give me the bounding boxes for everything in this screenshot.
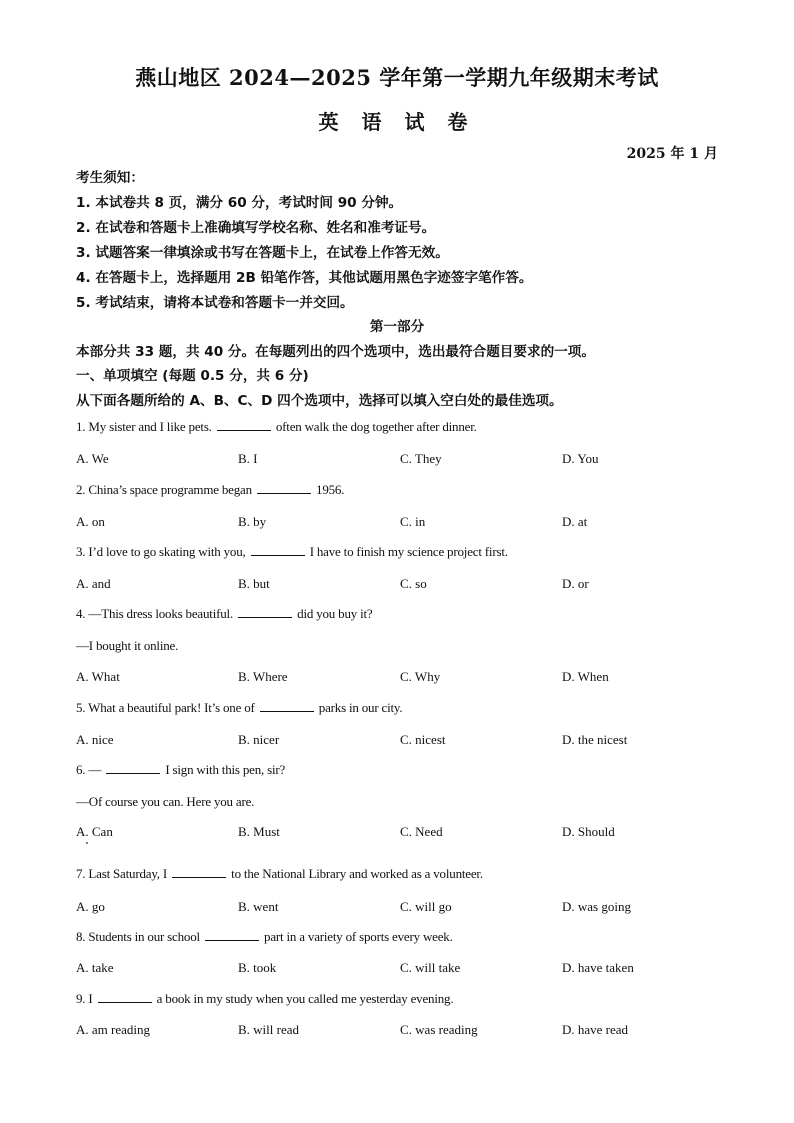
- answer-option: B. by: [238, 514, 267, 529]
- question-stem-end: I have to finish my science project first.: [309, 544, 508, 559]
- question-text: [76, 866, 483, 882]
- answer-option: B. I: [238, 451, 258, 466]
- option-row: [76, 824, 726, 842]
- answer-option: A. What: [76, 669, 120, 684]
- answer-option: C. Why: [400, 669, 441, 684]
- answer-option: D. the nicest: [562, 732, 628, 747]
- answer-option: D. You: [562, 451, 599, 466]
- question-text: [76, 700, 402, 716]
- answer-option: A. Can: [76, 824, 113, 839]
- question-text: [76, 991, 453, 1007]
- answer-option: D. was going: [562, 899, 631, 914]
- option-row: [76, 576, 726, 594]
- option-row: [76, 899, 726, 917]
- answer-option: C. will go: [400, 899, 452, 914]
- answer-option: C. was reading: [400, 1022, 478, 1037]
- stray-dot: [86, 842, 88, 844]
- note-item: 2. 在试卷和答题卡上准确填写学校名称、姓名和准考证号。: [76, 220, 436, 236]
- question-text: [76, 762, 285, 778]
- answer-option: D. Should: [562, 824, 615, 839]
- question-stem: 3. I’d love to go skating with you,: [76, 544, 246, 559]
- question-stem-end: to the National Library and worked as a volunteer.: [231, 866, 483, 881]
- answer-option: B. but: [238, 576, 270, 591]
- answer-option: B. Where: [238, 669, 288, 684]
- option-row: [76, 514, 726, 532]
- note-item: 5. 考试结束，请将本试卷和答题卡一并交回。: [76, 295, 354, 311]
- part-heading: 第一部分: [369, 319, 425, 335]
- question-text: [76, 482, 344, 498]
- answer-blank: [238, 606, 292, 618]
- question-text: [76, 606, 373, 622]
- exam-date: 2025 年 1 月: [626, 146, 718, 162]
- question-stem: 1. My sister and I like pets.: [76, 419, 212, 434]
- answer-option: C. so: [400, 576, 427, 591]
- note-item: 1. 本试卷共 8 页，满分 60 分，考试时间 90 分钟。: [76, 195, 403, 211]
- dialogue-reply: —Of course you can. Here you are.: [76, 794, 255, 809]
- notes-heading: 考生须知：: [76, 170, 144, 186]
- answer-blank: [98, 991, 152, 1003]
- question-stem-end: often walk the dog together after dinner.: [275, 419, 477, 434]
- answer-option: C. will take: [400, 960, 461, 975]
- answer-blank: [217, 419, 271, 431]
- question-stem: 5. What a beautiful park! It’s one of: [76, 700, 255, 715]
- answer-option: A. take: [76, 960, 114, 975]
- answer-option: A. go: [76, 899, 105, 914]
- answer-blank: [205, 929, 259, 941]
- question-stem-end: I sign with this pen, sir?: [165, 762, 286, 777]
- question-text: [76, 419, 477, 435]
- option-row: [76, 960, 726, 978]
- question-stem: 7. Last Saturday, I: [76, 866, 168, 881]
- question-text: [76, 544, 508, 560]
- question-stem: 8. Students in our school: [76, 929, 200, 944]
- question-stem: 2. China’s space programme began: [76, 482, 252, 497]
- answer-option: B. nicer: [238, 732, 280, 747]
- answer-option: D. at: [562, 514, 588, 529]
- answer-option: B. Must: [238, 824, 280, 839]
- answer-blank: [257, 482, 311, 494]
- answer-option: B. went: [238, 899, 279, 914]
- answer-option: D. When: [562, 669, 609, 684]
- answer-option: D. have read: [562, 1022, 629, 1037]
- subject-title: 英 语 试 卷: [318, 110, 476, 134]
- answer-blank: [172, 866, 226, 878]
- answer-blank: [251, 544, 305, 556]
- option-row: [76, 732, 726, 750]
- dialogue-reply: —I bought it online.: [76, 638, 179, 653]
- answer-option: A. We: [76, 451, 109, 466]
- section-instruction: 从下面各题所给的 A、B、C、D 四个选项中，选择可以填入空白处的最佳选项。: [76, 393, 563, 409]
- answer-option: C. Need: [400, 824, 443, 839]
- question-stem-end: 1956.: [316, 482, 345, 497]
- answer-option: A. am reading: [76, 1022, 151, 1037]
- note-item: 4. 在答题卡上，选择题用 2B 铅笔作答，其他试题用黑色字迹签字笔作答。: [76, 270, 533, 286]
- question-stem-end: part in a variety of sports every week.: [264, 929, 453, 944]
- answer-blank: [260, 700, 314, 712]
- part-intro: 本部分共 33 题，共 40 分。在每题列出的四个选项中，选出最符合题目要求的一项。: [76, 344, 595, 360]
- question-stem: 4. —This dress looks beautiful.: [76, 606, 234, 621]
- option-row: [76, 669, 726, 687]
- question-stem-end: parks in our city.: [318, 700, 403, 715]
- answer-option: C. nicest: [400, 732, 446, 747]
- answer-option: B. will read: [238, 1022, 300, 1037]
- note-item: 3. 试题答案一律填涂或书写在答题卡上，在试卷上作答无效。: [76, 245, 449, 261]
- answer-option: C. They: [400, 451, 442, 466]
- question-stem: 6. —: [76, 762, 102, 777]
- candidate-notes: [76, 166, 726, 316]
- exam-title: 燕山地区 2024—2025 学年第一学期九年级期末考试: [135, 65, 659, 90]
- option-row: [76, 1022, 726, 1040]
- question-stem-end: a book in my study when you called me yesterday evening.: [156, 991, 454, 1006]
- answer-option: B. took: [238, 960, 277, 975]
- option-row: [76, 451, 726, 469]
- answer-option: D. or: [562, 576, 589, 591]
- question-text: [76, 929, 453, 945]
- answer-option: A. on: [76, 514, 105, 529]
- answer-option: D. have taken: [562, 960, 634, 975]
- question-stem-end: did you buy it?: [297, 606, 373, 621]
- question-stem: 9. I: [76, 991, 93, 1006]
- answer-blank: [106, 762, 160, 774]
- section-title: 一、单项填空 (每题 0.5 分，共 6 分): [76, 368, 309, 384]
- answer-option: A. nice: [76, 732, 114, 747]
- answer-option: A. and: [76, 576, 111, 591]
- answer-option: C. in: [400, 514, 426, 529]
